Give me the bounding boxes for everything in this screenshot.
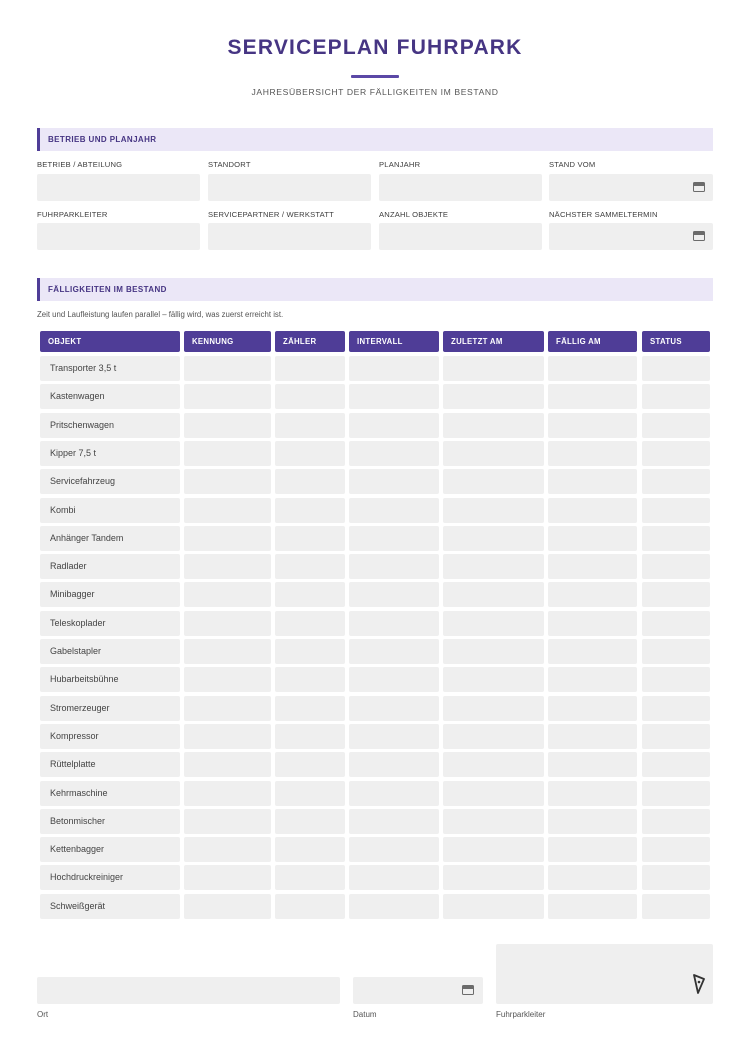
table-cell-input[interactable] — [349, 611, 439, 636]
table-cell-input[interactable] — [548, 582, 637, 607]
table-cell-input[interactable] — [443, 809, 544, 834]
table-row-label — [40, 639, 180, 664]
table-cell-input[interactable] — [642, 837, 710, 862]
table-cell-input[interactable] — [349, 639, 439, 664]
table-cell-input[interactable] — [184, 724, 271, 749]
column-header — [275, 331, 345, 352]
table-cell-input[interactable] — [443, 413, 544, 438]
table-row-label — [40, 894, 180, 919]
field-label: ANZAHL OBJEKTE — [379, 210, 449, 219]
object-name: Kompressor — [50, 731, 99, 741]
table-cell-input[interactable] — [184, 639, 271, 664]
section-header-faelligkeiten — [37, 278, 713, 301]
table-row-label — [40, 582, 180, 607]
table-cell-input[interactable] — [443, 781, 544, 806]
title-underline — [351, 75, 399, 78]
table-cell-input[interactable] — [443, 498, 544, 523]
table-cell-input[interactable] — [642, 526, 710, 551]
section-title: FÄLLIGKEITEN IM BESTAND — [48, 285, 167, 294]
table-cell-input[interactable] — [548, 837, 637, 862]
table-cell-input[interactable] — [443, 752, 544, 777]
table-cell-input[interactable] — [275, 781, 345, 806]
calendar-icon[interactable] — [693, 231, 705, 241]
table-cell-input[interactable] — [642, 469, 710, 494]
table-row-label — [40, 441, 180, 466]
date-input[interactable] — [353, 977, 483, 1004]
table-cell-input[interactable] — [443, 554, 544, 579]
place-label: Ort — [37, 1010, 49, 1019]
object-name: Gabelstapler — [50, 646, 102, 656]
table-cell-input[interactable] — [275, 837, 345, 862]
table-cell-input[interactable] — [184, 894, 271, 919]
table-cell-input[interactable] — [443, 667, 544, 692]
table-cell-input[interactable] — [349, 837, 439, 862]
table-cell-input[interactable] — [548, 809, 637, 834]
object-name: Kastenwagen — [50, 391, 105, 401]
table-cell-input[interactable] — [548, 639, 637, 664]
table-row-label — [40, 554, 180, 579]
table-cell-input[interactable] — [443, 384, 544, 409]
field-input[interactable] — [37, 223, 200, 250]
table-cell-input[interactable] — [275, 809, 345, 834]
object-name: Kipper 7,5 t — [50, 448, 97, 458]
table-row-label — [40, 413, 180, 438]
object-name: Radlader — [50, 561, 87, 571]
field-input[interactable] — [208, 223, 371, 250]
table-cell-input[interactable] — [275, 696, 345, 721]
table-cell-input[interactable] — [642, 356, 710, 381]
table-cell-input[interactable] — [548, 498, 637, 523]
table-cell-input[interactable] — [184, 809, 271, 834]
field-input[interactable] — [549, 174, 713, 201]
table-cell-input[interactable] — [184, 384, 271, 409]
table-cell-input[interactable] — [275, 724, 345, 749]
table-cell-input[interactable] — [184, 413, 271, 438]
table-row-label — [40, 526, 180, 551]
table-cell-input[interactable] — [349, 667, 439, 692]
object-name: Anhänger Tandem — [50, 533, 124, 543]
column-header — [443, 331, 544, 352]
table-cell-input[interactable] — [184, 582, 271, 607]
page-title: SERVICEPLAN FUHRPARK — [227, 36, 523, 59]
table-cell-input[interactable] — [443, 526, 544, 551]
table-cell-input[interactable] — [275, 611, 345, 636]
object-name: Kettenbagger — [50, 844, 105, 854]
table-cell-input[interactable] — [642, 611, 710, 636]
column-header-label: STATUS — [650, 337, 682, 346]
pen-nib-icon — [692, 974, 706, 994]
object-name: Teleskoplader — [50, 618, 106, 628]
table-cell-input[interactable] — [642, 441, 710, 466]
section-note: Zeit und Laufleistung laufen parallel – fällig wird, was zuerst erreicht ist. — [37, 310, 284, 319]
table-row-label — [40, 752, 180, 777]
table-cell-input[interactable] — [642, 781, 710, 806]
table-cell-input[interactable] — [184, 356, 271, 381]
object-name: Schweißgerät — [50, 901, 106, 911]
table-cell-input[interactable] — [275, 469, 345, 494]
table-cell-input[interactable] — [642, 752, 710, 777]
table-cell-input[interactable] — [642, 865, 710, 890]
table-cell-input[interactable] — [642, 413, 710, 438]
table-cell-input[interactable] — [548, 865, 637, 890]
table-cell-input[interactable] — [275, 356, 345, 381]
field-input[interactable] — [37, 174, 200, 201]
table-cell-input[interactable] — [184, 781, 271, 806]
table-cell-input[interactable] — [548, 752, 637, 777]
object-name: Pritschenwagen — [50, 420, 115, 430]
table-cell-input[interactable] — [548, 611, 637, 636]
signature-field[interactable] — [496, 944, 713, 1004]
table-cell-input[interactable] — [443, 582, 544, 607]
table-cell-input[interactable] — [275, 582, 345, 607]
table-cell-input[interactable] — [443, 441, 544, 466]
table-cell-input[interactable] — [349, 526, 439, 551]
field-label: STAND VOM — [549, 160, 596, 169]
field-input[interactable] — [379, 174, 542, 201]
table-cell-input[interactable] — [443, 724, 544, 749]
table-cell-input[interactable] — [184, 498, 271, 523]
field-label: SERVICEPARTNER / WERKSTATT — [208, 210, 335, 219]
table-cell-input[interactable] — [275, 894, 345, 919]
table-cell-input[interactable] — [275, 554, 345, 579]
table-cell-input[interactable] — [349, 384, 439, 409]
table-cell-input[interactable] — [184, 611, 271, 636]
table-cell-input[interactable] — [548, 413, 637, 438]
table-cell-input[interactable] — [642, 639, 710, 664]
table-row-label — [40, 724, 180, 749]
table-cell-input[interactable] — [548, 894, 637, 919]
table-cell-input[interactable] — [349, 696, 439, 721]
column-header-label: FÄLLIG AM — [556, 337, 601, 346]
table-cell-input[interactable] — [548, 696, 637, 721]
table-cell-input[interactable] — [548, 554, 637, 579]
table-cell-input[interactable] — [548, 441, 637, 466]
table-cell-input[interactable] — [548, 724, 637, 749]
table-cell-input[interactable] — [275, 752, 345, 777]
table-cell-input[interactable] — [275, 441, 345, 466]
table-cell-input[interactable] — [184, 667, 271, 692]
column-header-label: OBJEKT — [48, 337, 82, 346]
object-name: Servicefahrzeug — [50, 476, 116, 486]
table-cell-input[interactable] — [275, 526, 345, 551]
table-cell-input[interactable] — [548, 781, 637, 806]
field-label: BETRIEB / ABTEILUNG — [37, 160, 123, 169]
field-label: PLANJAHR — [379, 160, 421, 169]
table-cell-input[interactable] — [275, 413, 345, 438]
table-cell-input[interactable] — [275, 667, 345, 692]
section-header-betrieb — [37, 128, 713, 151]
table-cell-input[interactable] — [443, 356, 544, 381]
table-cell-input[interactable] — [184, 469, 271, 494]
object-name: Betonmischer — [50, 816, 106, 826]
table-cell-input[interactable] — [349, 441, 439, 466]
table-cell-input[interactable] — [642, 498, 710, 523]
table-row-label — [40, 469, 180, 494]
table-row-label — [40, 865, 180, 890]
table-cell-input[interactable] — [642, 809, 710, 834]
table-cell-input[interactable] — [184, 752, 271, 777]
table-cell-input[interactable] — [642, 384, 710, 409]
table-cell-input[interactable] — [184, 865, 271, 890]
table-cell-input[interactable] — [548, 526, 637, 551]
table-cell-input[interactable] — [642, 724, 710, 749]
table-cell-input[interactable] — [443, 639, 544, 664]
object-name: Rüttelplatte — [50, 759, 96, 769]
page-subtitle: JAHRESÜBERSICHT DER FÄLLIGKEITEN IM BESTAND — [251, 87, 499, 97]
table-cell-input[interactable] — [349, 498, 439, 523]
table-cell-input[interactable] — [349, 894, 439, 919]
table-cell-input[interactable] — [275, 639, 345, 664]
table-cell-input[interactable] — [548, 356, 637, 381]
column-header — [548, 331, 637, 352]
field-input[interactable] — [379, 223, 542, 250]
table-cell-input[interactable] — [548, 384, 637, 409]
field-input[interactable] — [208, 174, 371, 201]
calendar-icon[interactable] — [462, 985, 474, 995]
column-header — [40, 331, 180, 352]
date-label: Datum — [353, 1010, 377, 1019]
object-name: Hochdruckreiniger — [50, 872, 124, 882]
table-row-label — [40, 356, 180, 381]
table-cell-input[interactable] — [443, 894, 544, 919]
table-cell-input[interactable] — [349, 865, 439, 890]
table-row-label — [40, 667, 180, 692]
table-cell-input[interactable] — [184, 441, 271, 466]
place-input[interactable] — [37, 977, 340, 1004]
table-cell-input[interactable] — [548, 469, 637, 494]
table-cell-input[interactable] — [443, 696, 544, 721]
table-cell-input[interactable] — [548, 667, 637, 692]
table-cell-input[interactable] — [349, 781, 439, 806]
table-cell-input[interactable] — [349, 469, 439, 494]
table-cell-input[interactable] — [275, 384, 345, 409]
table-cell-input[interactable] — [349, 724, 439, 749]
table-cell-input[interactable] — [642, 554, 710, 579]
table-cell-input[interactable] — [184, 696, 271, 721]
column-header-label: KENNUNG — [192, 337, 234, 346]
table-cell-input[interactable] — [349, 809, 439, 834]
object-name: Transporter 3,5 t — [50, 363, 117, 373]
table-row-label — [40, 837, 180, 862]
table-cell-input[interactable] — [443, 865, 544, 890]
table-cell-input[interactable] — [184, 837, 271, 862]
calendar-icon[interactable] — [693, 182, 705, 192]
object-name: Stromerzeuger — [50, 703, 110, 713]
signer-label: Fuhrparkleiter — [496, 1010, 546, 1019]
column-header — [642, 331, 710, 352]
table-row-label — [40, 781, 180, 806]
object-name: Minibagger — [50, 589, 95, 599]
table-cell-input[interactable] — [349, 356, 439, 381]
table-cell-input[interactable] — [184, 554, 271, 579]
table-cell-input[interactable] — [642, 696, 710, 721]
table-cell-input[interactable] — [443, 469, 544, 494]
table-cell-input[interactable] — [642, 582, 710, 607]
table-cell-input[interactable] — [349, 554, 439, 579]
object-name: Kehrmaschine — [50, 788, 108, 798]
table-cell-input[interactable] — [349, 582, 439, 607]
table-cell-input[interactable] — [443, 611, 544, 636]
table-cell-input[interactable] — [275, 865, 345, 890]
table-cell-input[interactable] — [349, 413, 439, 438]
field-label: STANDORT — [208, 160, 251, 169]
table-cell-input[interactable] — [642, 894, 710, 919]
table-row-label — [40, 498, 180, 523]
table-row-label — [40, 809, 180, 834]
column-header — [349, 331, 439, 352]
object-name: Hubarbeitsbühne — [50, 674, 119, 684]
column-header-label: ZÄHLER — [283, 337, 317, 346]
object-name: Kombi — [50, 505, 76, 515]
column-header — [184, 331, 271, 352]
column-header-label: ZULETZT AM — [451, 337, 503, 346]
table-cell-input[interactable] — [275, 498, 345, 523]
field-label: NÄCHSTER SAMMELTERMIN — [549, 210, 658, 219]
table-cell-input[interactable] — [642, 667, 710, 692]
field-label: FUHRPARKLEITER — [37, 210, 108, 219]
table-row-label — [40, 696, 180, 721]
section-title: BETRIEB UND PLANJAHR — [48, 135, 157, 144]
table-row-label — [40, 611, 180, 636]
table-cell-input[interactable] — [184, 526, 271, 551]
table-row-label — [40, 384, 180, 409]
table-cell-input[interactable] — [443, 837, 544, 862]
column-header-label: INTERVALL — [357, 337, 403, 346]
field-input[interactable] — [549, 223, 713, 250]
table-cell-input[interactable] — [349, 752, 439, 777]
